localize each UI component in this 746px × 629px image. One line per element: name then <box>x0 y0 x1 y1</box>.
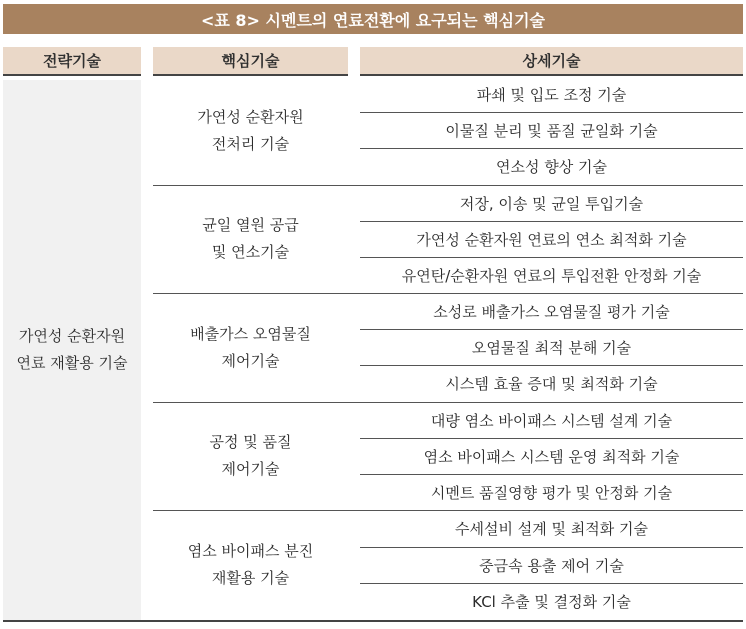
detail-cell: 소성로 배출가스 오염물질 평가 기술 <box>433 302 670 321</box>
core-cell: 가연성 순환자원 전처리 기술 <box>197 107 304 153</box>
core-cell: 배출가스 오염물질 제어기술 <box>190 324 311 370</box>
table-bottom-rule <box>3 620 743 622</box>
header-core: 핵심기술 <box>153 47 348 74</box>
row-divider <box>360 474 743 475</box>
group-divider <box>153 185 743 186</box>
row-divider <box>360 438 743 439</box>
detail-cell: KCl 추출 및 결정화 기술 <box>472 592 631 611</box>
detail-cell: 오염물질 최적 분해 기술 <box>471 338 632 357</box>
detail-cell: 염소 바이패스 시스템 운영 최적화 기술 <box>423 447 680 466</box>
row-divider <box>360 148 743 149</box>
group-divider <box>153 402 743 403</box>
row-divider <box>360 547 743 548</box>
detail-cell: 시멘트 품질영향 평가 및 안정화 기술 <box>430 483 673 502</box>
detail-cell: 저장, 이송 및 균일 투입기술 <box>459 194 644 213</box>
detail-cell: 가연성 순환자원 연료의 연소 최적화 기술 <box>416 230 687 249</box>
group-divider <box>153 510 743 511</box>
detail-cell: 대량 염소 바이패스 시스템 설계 기술 <box>430 411 673 430</box>
row-divider <box>360 221 743 222</box>
core-cell: 공정 및 품질 제어기술 <box>209 433 292 478</box>
table-title: <표 8> 시멘트의 연료전환에 요구되는 핵심기술 <box>3 4 743 34</box>
row-divider <box>360 257 743 258</box>
detail-cell: 시스템 효율 증대 및 최적화 기술 <box>445 374 658 393</box>
header-detail: 상세기술 <box>360 47 743 74</box>
detail-cell: 이물질 분리 및 품질 균일화 기술 <box>445 121 658 140</box>
core-cell: 염소 바이패스 분진 재활용 기술 <box>187 542 314 587</box>
detail-cell: 파쇄 및 입도 조정 기술 <box>476 85 627 104</box>
detail-cell: 유연탄/순환자원 연료의 투입전환 안정화 기술 <box>401 266 702 285</box>
core-cell: 균일 열원 공급 및 연소기술 <box>202 216 299 261</box>
row-divider <box>360 329 743 330</box>
row-divider <box>360 583 743 584</box>
header-strategy: 전략기술 <box>3 47 141 74</box>
group-divider <box>153 293 743 294</box>
row-divider <box>360 365 743 366</box>
row-divider <box>360 112 743 113</box>
header-rule <box>3 74 141 76</box>
detail-cell: 수세설비 설계 및 최적화 기술 <box>455 519 648 538</box>
strategy-cell: 가연성 순환자원 연료 재활용 기술 <box>3 80 141 620</box>
detail-cell: 중금속 용출 제어 기술 <box>479 556 624 575</box>
detail-cell: 연소성 향상 기술 <box>496 157 607 176</box>
